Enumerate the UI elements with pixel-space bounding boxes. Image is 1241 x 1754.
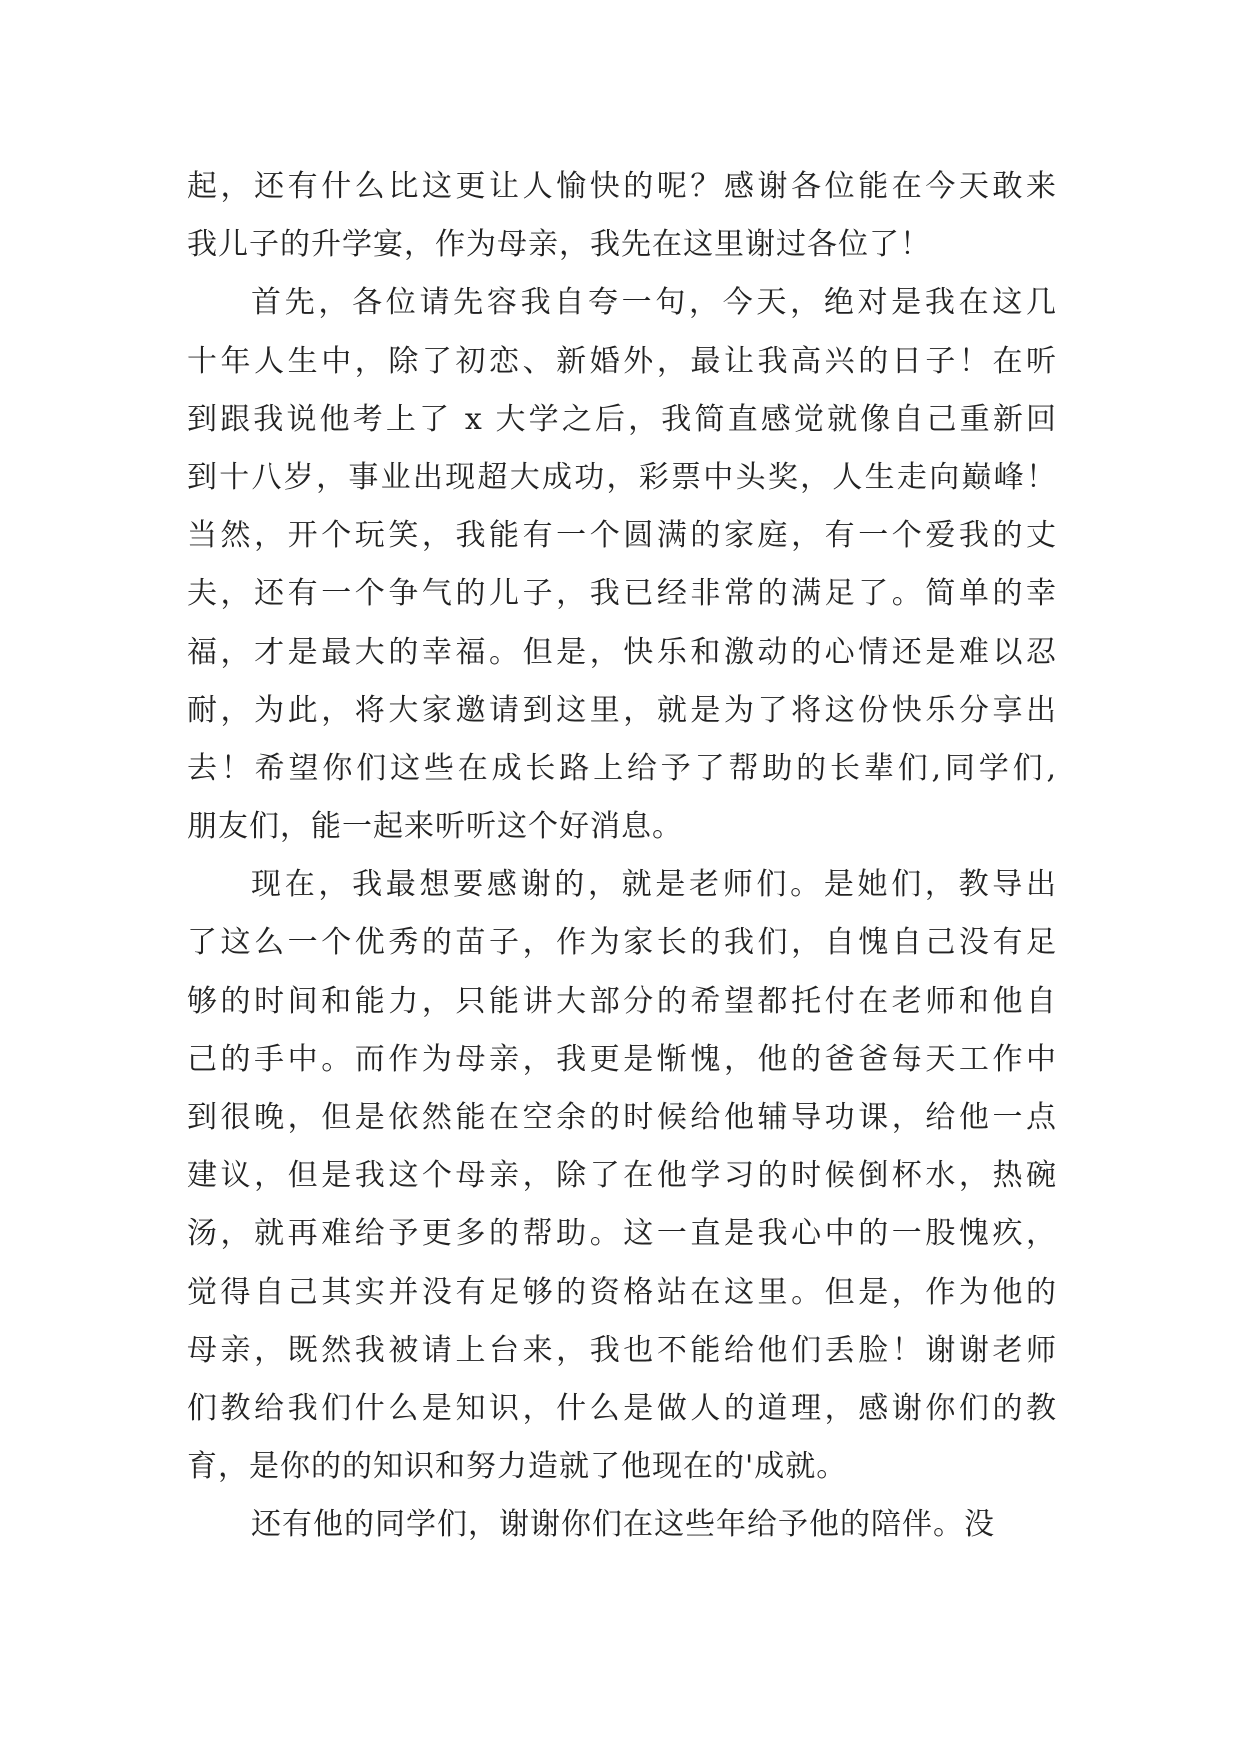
paragraph — [187, 1496, 1057, 1554]
text-line: 还有他的同学们，谢谢你们在这些年给予他的陪伴。没 — [251, 1507, 995, 1543]
text-line: 到很晚，但是依然能在空余的时候给他辅导功课，给他一点 — [187, 1100, 1057, 1135]
text-line: 们教给我们什么是知识，什么是做人的道理，感谢你们的教 — [187, 1390, 1057, 1426]
text-line: 现在，我最想要感谢的，就是老师们。是她们，教导出 — [251, 867, 1057, 903]
text-line: 到跟我说他考上了 x 大学之后，我简直感觉就像自己重新回 — [187, 401, 1057, 437]
text-line: 耐，为此，将大家邀请到这里，就是为了将这份快乐分享出 — [187, 692, 1057, 728]
text-line: 够的时间和能力，只能讲大部分的希望都托付在老师和他自 — [187, 983, 1057, 1019]
text-line: 当然，开个玩笑，我能有一个圆满的家庭，有一个爱我的丈 — [187, 518, 1057, 554]
document-body — [187, 158, 1057, 1555]
text-line: 朋友们，能一起来听听这个好消息。 — [187, 809, 683, 845]
text-line: 觉得自己其实并没有足够的资格站在这里。但是，作为他的 — [187, 1274, 1057, 1310]
text-line: 福，才是最大的幸福。但是，快乐和激动的心情还是难以忍 — [187, 634, 1057, 670]
text-line: 我儿子的升学宴，作为母亲，我先在这里谢过各位了！ — [187, 227, 931, 263]
text-line: 己的手中。而作为母亲，我更是惭愧，他的爸爸每天工作中 — [187, 1041, 1057, 1077]
text-line: 起，还有什么比这更让人愉快的呢？感谢各位能在今天敢来 — [187, 169, 1057, 204]
text-line: 汤，就再难给予更多的帮助。这一直是我心中的一股愧疚， — [187, 1216, 1057, 1252]
paragraph — [187, 158, 1057, 274]
text-line: 十年人生中，除了初恋、新婚外，最让我高兴的日子！在听 — [187, 343, 1057, 379]
paragraph — [187, 856, 1057, 1496]
text-line: 到十八岁，事业出现超大成功，彩票中头奖，人生走向巅峰！ — [187, 459, 1057, 495]
text-line: 建议，但是我这个母亲，除了在他学习的时候倒杯水，热碗 — [187, 1158, 1057, 1194]
text-line: 母亲，既然我被请上台来，我也不能给他们丢脸！谢谢老师 — [187, 1332, 1057, 1368]
text-line: 了这么一个优秀的苗子，作为家长的我们，自愧自己没有足 — [187, 925, 1057, 961]
paragraph — [187, 274, 1057, 856]
text-line: 首先，各位请先容我自夸一句，今天，绝对是我在这几 — [251, 285, 1057, 321]
text-line: 夫，还有一个争气的儿子，我已经非常的满足了。简单的幸 — [187, 576, 1057, 612]
text-line: 去！希望你们这些在成长路上给予了帮助的长辈们,同学们, — [187, 750, 1057, 786]
text-line: 育，是你的的知识和努力造就了他现在的'成就。 — [187, 1449, 848, 1485]
